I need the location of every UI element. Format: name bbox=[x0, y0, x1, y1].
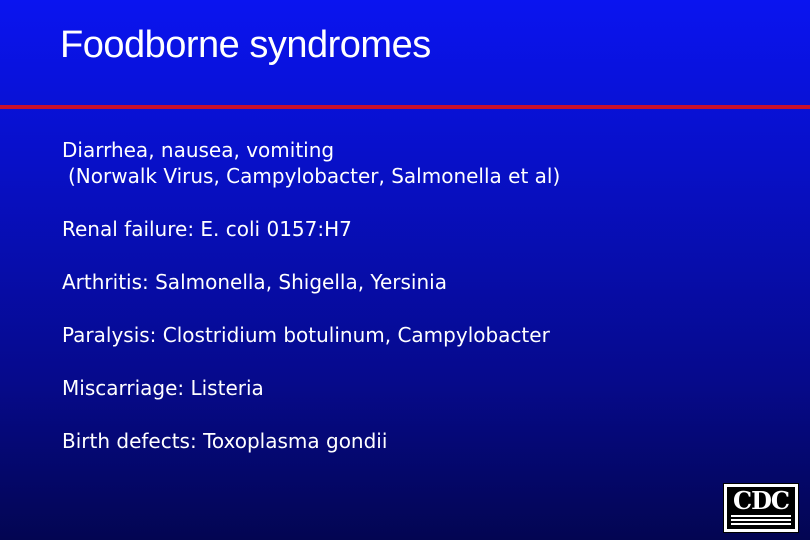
list-item-renal-failure bbox=[62, 216, 782, 242]
list-item-birth-defects bbox=[62, 428, 782, 454]
cdc-logo-mark bbox=[727, 487, 795, 529]
cdc-logo-icon bbox=[723, 483, 799, 533]
list-item-text: Miscarriage: Listeria bbox=[62, 376, 264, 400]
list-item-text: Diarrhea, nausea, vomiting bbox=[62, 138, 335, 162]
list-item-diarrhea bbox=[62, 137, 782, 189]
cdc-logo-text: CDC bbox=[732, 486, 789, 515]
slide-title: Foodborne syndromes bbox=[60, 24, 431, 66]
list-item-text: Paralysis: Clostridium botulinum, Campylobacter bbox=[62, 323, 550, 347]
list-item-text: Arthritis: Salmonella, Shigella, Yersinia bbox=[62, 270, 447, 294]
list-item-arthritis bbox=[62, 269, 782, 295]
list-item-subtext: (Norwalk Virus, Campylobacter, Salmonella et al) bbox=[68, 164, 561, 188]
slide-body bbox=[62, 137, 782, 481]
list-item-text: Renal failure: E. coli 0157:H7 bbox=[62, 217, 352, 241]
list-item-paralysis bbox=[62, 322, 782, 348]
list-item-miscarriage bbox=[62, 375, 782, 401]
title-divider bbox=[0, 105, 810, 109]
cdc-logo-subtitle-lines bbox=[731, 515, 791, 527]
list-item-text: Birth defects: Toxoplasma gondii bbox=[62, 429, 388, 453]
